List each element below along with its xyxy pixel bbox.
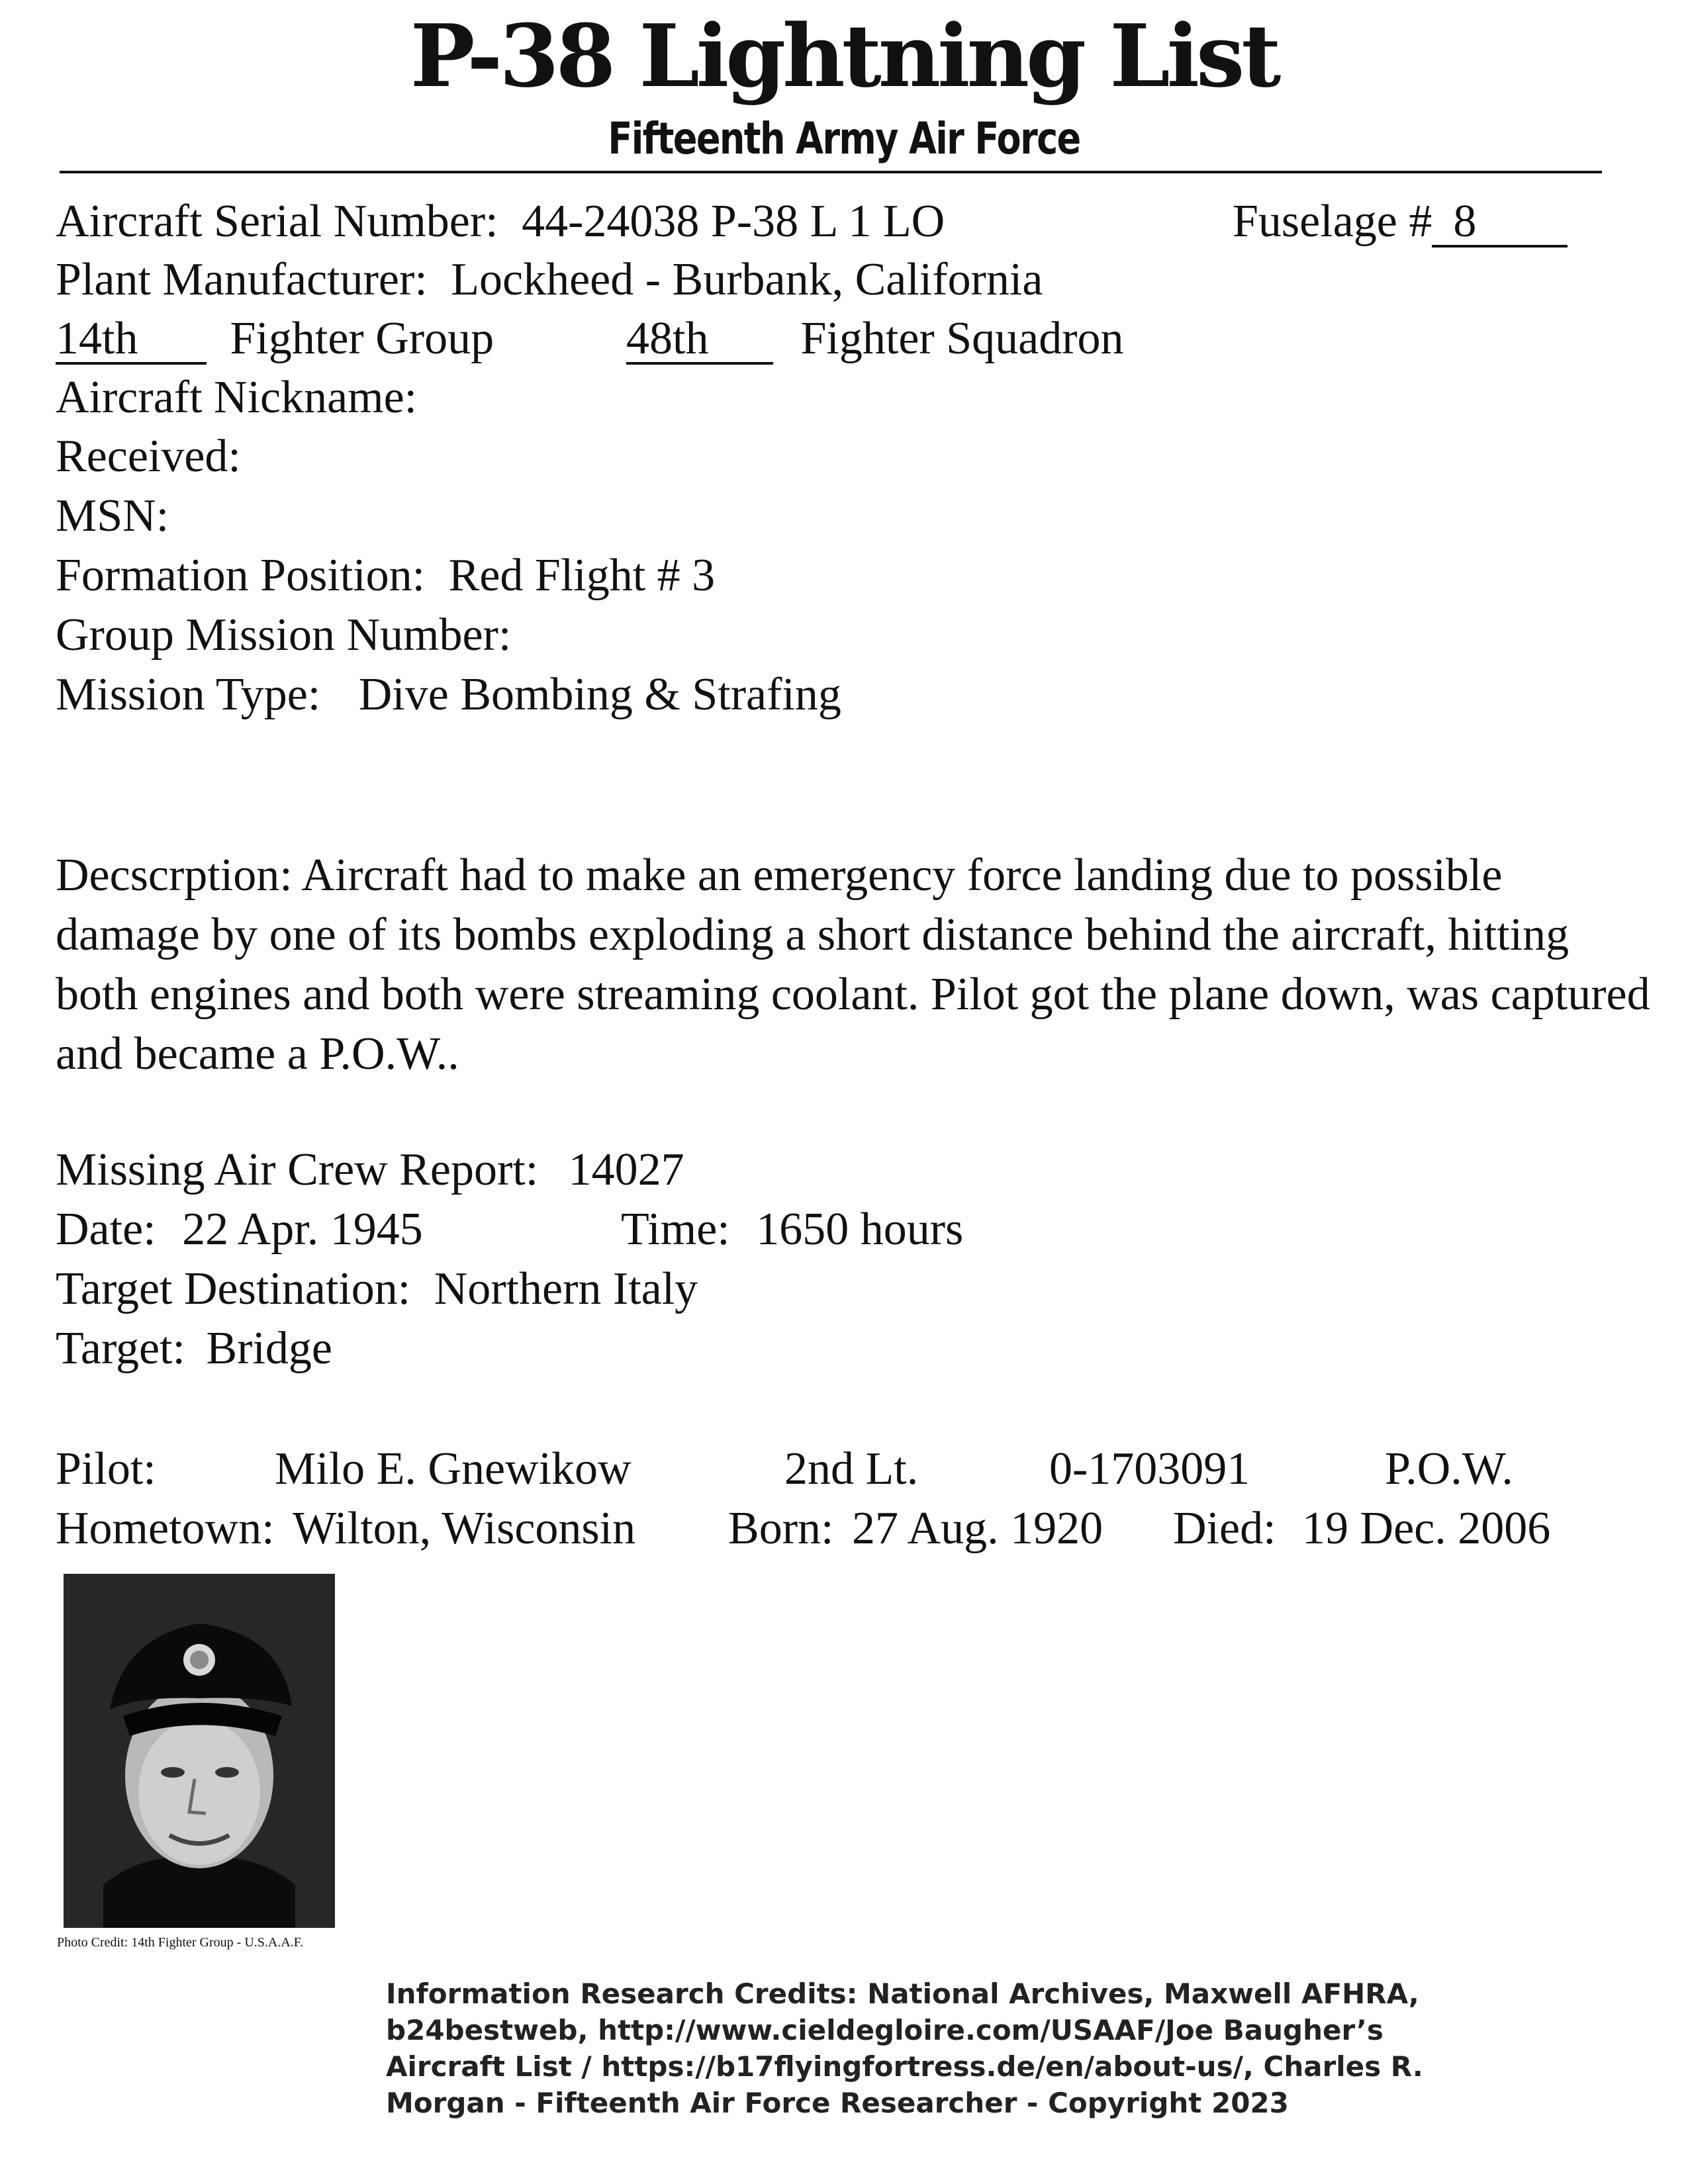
destination-value: Northern Italy (434, 1263, 698, 1314)
credits-line: b24bestweb, http://www.cieldegloire.com/USAAF/Joe Baugher’s (386, 2014, 1383, 2046)
destination-label: Target Destination: (56, 1263, 411, 1314)
pilot-name: Milo E. Gnewikow (275, 1443, 632, 1494)
died-value: 19 Dec. 2006 (1302, 1503, 1551, 1554)
serial-value: 44-24038 P-38 L 1 LO (522, 196, 945, 247)
hometown-label: Hometown: (56, 1503, 275, 1554)
target-value: Bridge (206, 1323, 332, 1374)
macr-row (56, 1140, 684, 1200)
hometown-row (56, 1499, 635, 1559)
description-paragraph (56, 846, 1658, 1084)
macr-label: Missing Air Crew Report: (56, 1144, 539, 1195)
fuselage-row (1233, 192, 1568, 251)
fuselage-value: 8 (1432, 199, 1568, 248)
born-value: 27 Aug. 1920 (851, 1503, 1103, 1554)
date-label: Date: (56, 1204, 156, 1255)
squadron-row (626, 309, 1124, 369)
page-subtitle: Fifteenth Army Air Force (608, 113, 1080, 164)
serial-row (56, 192, 945, 251)
page-title: P-38 Lightning List (410, 5, 1278, 107)
formation-row (56, 546, 715, 606)
died-label: Died: (1173, 1503, 1276, 1554)
born-row (728, 1499, 1103, 1559)
manufacturer-row (56, 250, 1043, 310)
received-label: Received: (56, 431, 241, 482)
header-divider (60, 171, 1602, 173)
date-value: 22 Apr. 1945 (182, 1204, 423, 1255)
description-label: Decscrption: (56, 850, 293, 901)
squadron-value: 48th (626, 316, 773, 365)
credits-line: Information Research Credits: National Archives, Maxwell AFHRA, (386, 1978, 1419, 2010)
target-label: Target: (56, 1323, 185, 1374)
research-credits (386, 1976, 1423, 2121)
nickname-label: Aircraft Nickname: (56, 372, 418, 423)
serial-label: Aircraft Serial Number: (56, 196, 498, 247)
credits-line: Morgan - Fifteenth Air Force Researcher - Copyright 2023 (386, 2087, 1289, 2119)
macr-value: 14027 (568, 1144, 684, 1195)
time-value: 1650 hours (756, 1204, 964, 1255)
pilot-serial: 0-1703091 (1049, 1443, 1250, 1494)
portrait-illustration (64, 1574, 335, 1928)
formation-value: Red Flight # 3 (448, 550, 716, 601)
time-row (621, 1200, 963, 1259)
pilot-rank: 2nd Lt. (784, 1443, 919, 1494)
msn-label: MSN: (56, 490, 169, 541)
fuselage-label: Fuselage # (1233, 196, 1432, 247)
date-row (56, 1200, 423, 1259)
mission-type-value: Dive Bombing & Strafing (358, 669, 841, 720)
hometown-value: Wilton, Wisconsin (293, 1503, 636, 1554)
pilot-status: P.O.W. (1385, 1443, 1513, 1494)
died-row (1173, 1499, 1550, 1559)
group-label: Fighter Group (230, 313, 494, 364)
manufacturer-value: Lockheed - Burbank, California (451, 254, 1043, 305)
group-mission-label: Group Mission Number: (56, 610, 512, 660)
group-row (56, 309, 494, 369)
mission-type-label: Mission Type: (56, 669, 321, 720)
formation-label: Formation Position: (56, 550, 426, 601)
destination-row (56, 1259, 698, 1319)
manufacturer-label: Plant Manufacturer: (56, 254, 428, 305)
group-value: 14th (56, 316, 207, 365)
photo-caption: Photo Credit: 14th Fighter Group - U.S.A.A.F. (57, 1935, 304, 1950)
description-text: Aircraft had to make an emergency force landing due to possible damage by one of its bombs exploding a short distance behind the aircraft, hitting both engines and both were streaming coolant. Pilot got the plane down, was captured and became a P.O.W.. (56, 850, 1650, 1079)
mission-type-row (56, 665, 841, 725)
target-row (56, 1319, 332, 1379)
born-label: Born: (728, 1503, 834, 1554)
time-label: Time: (621, 1204, 730, 1255)
credits-line: Aircraft List / https://b17flyingfortress.de/en/about-us/, Charles R. (386, 2050, 1423, 2083)
pilot-portrait-photo (64, 1574, 335, 1928)
pilot-label: Pilot: (56, 1443, 156, 1494)
squadron-label: Fighter Squadron (800, 313, 1124, 364)
